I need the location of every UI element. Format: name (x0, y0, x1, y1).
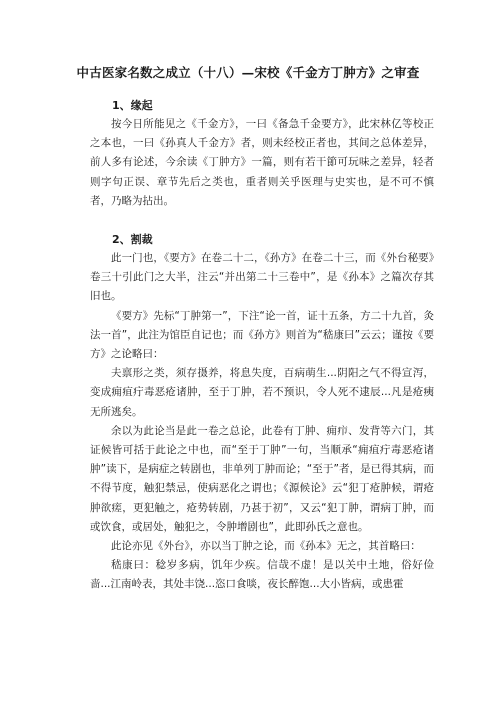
paragraph: 按今日所能见之《千金方》，一曰《备急千金要方》，此宋林亿等校正之本也，一曰《孙真人千金方》者，则未经校正者也，其间之总体差异，前人多有论述，今余读《丁肿方》一篇，则有若干節可玩味之差异，轻者则字句正误、章节先后之类也，重者则关乎医理与史实也，是不可不慎者，乃略为拈出。 (90, 118, 434, 207)
paragraph: 余以为此论当是此一卷之总论，此卷有丁肿、痈疖、发背等六门，其证候皆可括于此论之中也，而“至于丁肿”一句，当顺承“痈疽疔毒恶疮诸肿”读下，是病症之转剧也，非单列丁肿而论；“至于”者，是已得其病，而不得节度，触犯禁忌，使病恶化之谓也；《源候论》云“犯丁疮肿候，谓疮肿欲瘥，更犯触之，疮势转剧，乃甚于初”，又云“犯丁肿，谓病丁肿，而或饮食，或居处，触犯之，令肿增剧也”，此即孙氏之意也。 (90, 424, 434, 533)
paragraph: 此论亦见《外台》，亦以当丁肿之论，而《孙本》无之，其首略曰： (111, 540, 421, 553)
paragraph: 此一门也，《要方》在卷二十二，《孙方》在卷二十三，而《外台秘要》卷三十引此门之大半，注云“并出第二十三卷中”，是《孙本》之篇次存其旧也。 (90, 252, 434, 303)
document-body (90, 96, 434, 595)
section-heading-origin: 1、缘起 (112, 99, 153, 112)
section-spacer (90, 211, 434, 230)
quoted-paragraph: 夫禀形之类，须存摄养，将息失度，百病萌生...阴阳之气不得宣泻，变成痈疽疔毒恶疮诸肿，至于丁肿，若不预识，令人死不逮辰...凡是疮痍无所逃矣。 (90, 367, 434, 418)
paragraph: 《要方》先标“丁肿第一”，下注“论一首，证十五条，方二十九首，灸法一首”，此注为馆臣自记也；而《孙方》则首为“嵇康曰”云云；谨按《要方》之论略曰： (90, 309, 434, 361)
section-heading-cutting: 2、割裁 (112, 233, 153, 247)
document-title: 中古医家名数之成立（十八）—宋校《千金方丁肿方》之审查 (76, 65, 420, 80)
quoted-paragraph: 嵇康曰：稔岁多病，饥年少疾。信哉不虚！是以关中土地，俗好俭啬...江南岭表，其处丰饶...恣口食啖，夜长醉饱...大小皆病，或患霍 (90, 559, 434, 591)
